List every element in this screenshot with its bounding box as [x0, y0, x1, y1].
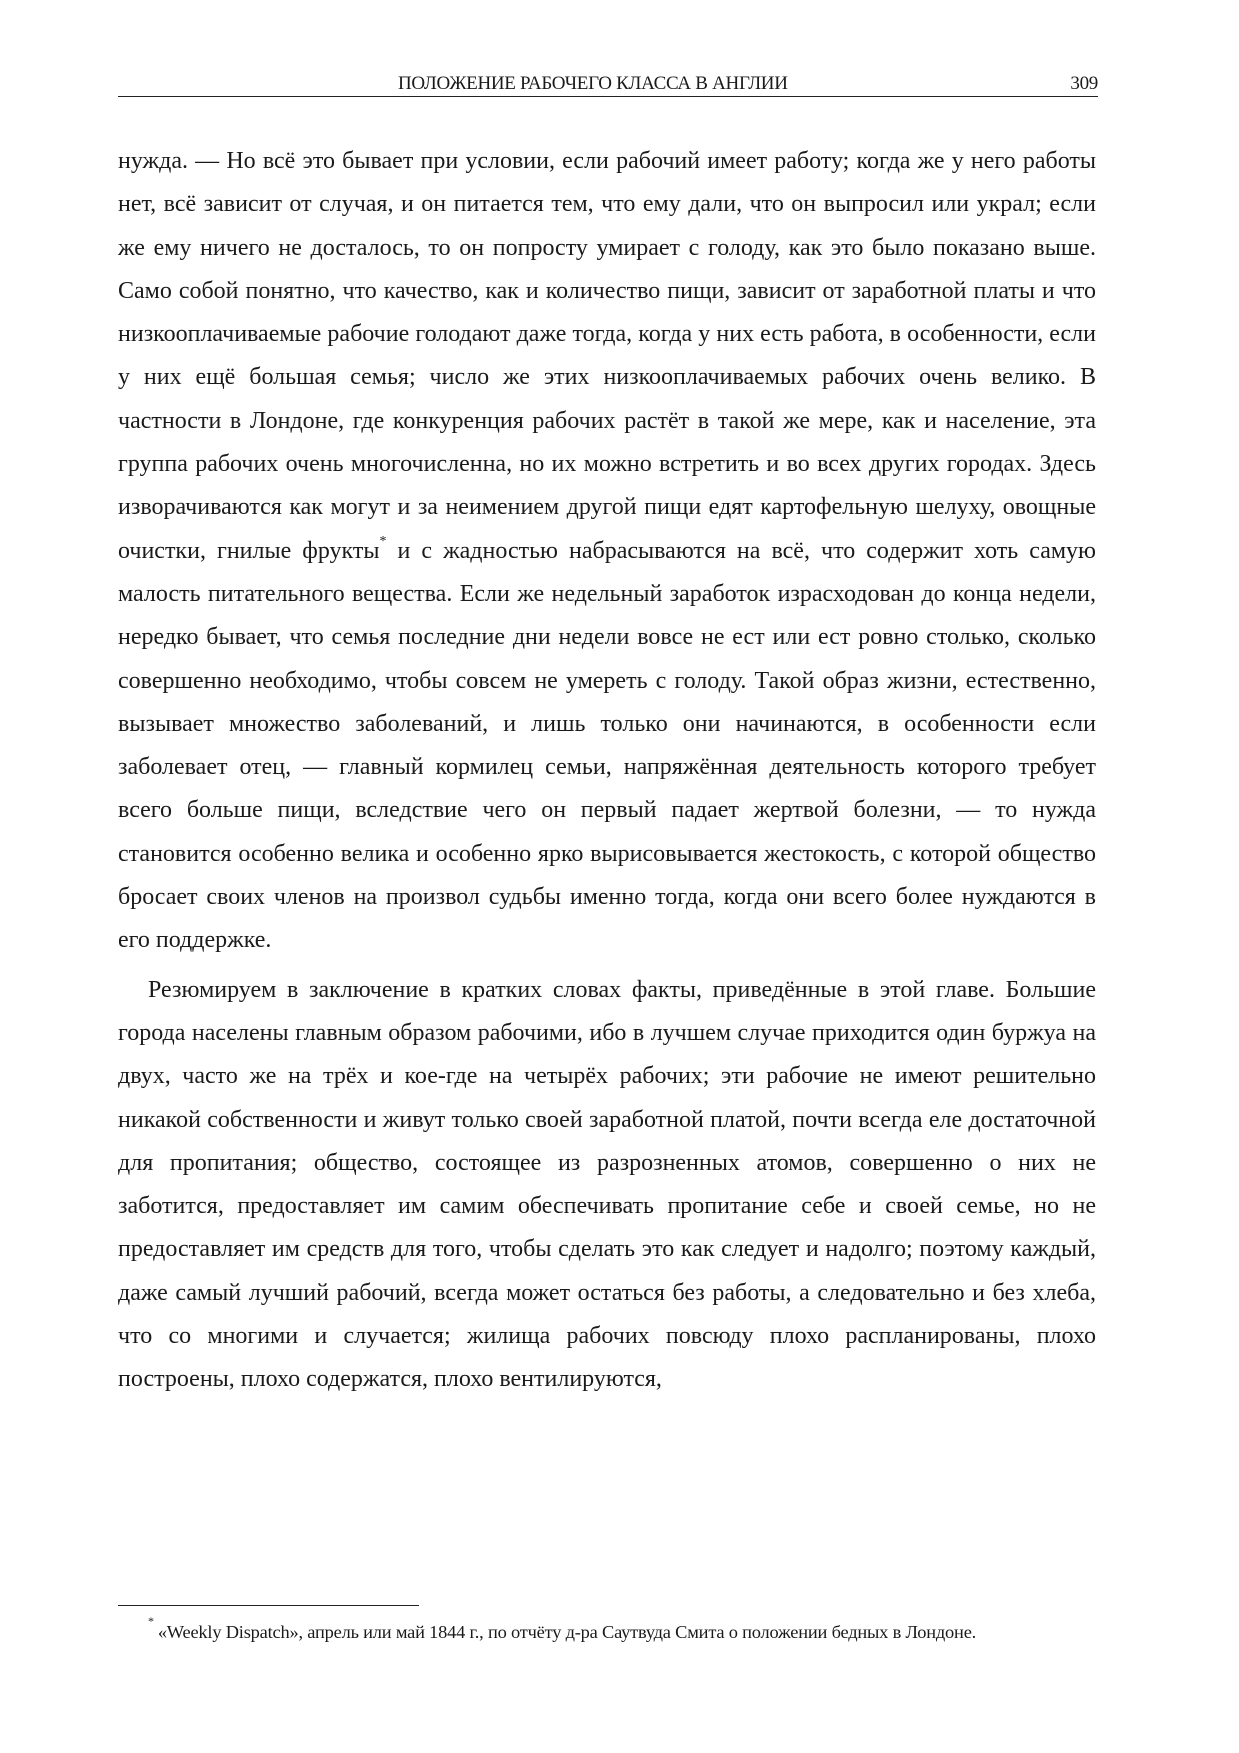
footnote-separator — [118, 1605, 419, 1606]
footnote-text: «Weekly Dispatch», апрель или май 1844 г., по отчёту д-ра Саутвуда Смита о положении бедных в Лондоне. — [157, 1622, 977, 1643]
paragraph-1-part-1: нужда. — Но всё это бывает при условии, если рабочий имеет работу; когда же у него работы нет, всё зависит от случая, и он питается тем, что ему дали, что он выпросил или украл; если же ему ничего не досталось, то он попросту умирает с голоду, как это было показано выше. Само собой понятно, что качество, как и количество пищи, зависит от заработной платы и что низкооплачиваемые рабочие голодают даже тогда, когда у них есть работа, в особенности, если у них ещё большая семья; число же этих низкооплачиваемых рабочих очень велико. В частности в Лондоне, где конкуренция рабочих растёт в такой же мере, как и население, эта группа рабочих очень многочисленна, но их можно встретить и во всех других городах. Здесь изворачиваются как могут и за неимением другой пищи едят картофельную шелуху, овощные очистки, гнилые фрукты — [118, 148, 1096, 564]
paragraph-2: Резюмируем в заключение в кратких словах факты, приведённые в этой главе. Большие города населены главным образом рабочими, ибо в лучшем случае приходится один буржуа на двух, часто же на трёх и кое-где на четырёх рабочих; эти рабочие не имеют решительно никакой собственности и живут только своей заработной платой, почти всегда еле достаточной для пропитания; общество, состоящее из разрозненных атомов, совершенно о них не заботится, предоставляет им самим обеспечивать пропитание себе и своей семье, но не предоставляет им средств для того, чтобы сделать это как следует и надолго; поэтому каждый, даже самый лучший рабочий, всегда может остаться без работы, а следовательно и без хлеба, что со многими и случается; жилища рабочих повсюду плохо распланированы, плохо построены, плохо содержатся, плохо вентилируются, — [118, 976, 1096, 1393]
paragraph-1 — [118, 140, 1096, 963]
body-text — [118, 140, 1096, 1402]
paragraph-1-part-2: и с жадностью набрасываются на всё, что содержит хоть самую малость питательного вещества. Если же недельный заработок израсходован до конца недели, нередко бывает, что семья последние дни недели вовсе не ест или ест ровно столько, сколько совершенно необходимо, чтобы совсем не умереть с голоду. Такой образ жизни, естественно, вызывает множество заболеваний, и лишь только они начинаются, в особенности если заболевает отец, — главный кормилец семьи, напряжённая деятельность которого требует всего больше пищи, вследствие чего он первый падает жертвой болезни, — то нужда становится особенно велика и особенно ярко вырисовывается жестокость, с которой общество бросает своих членов на произвол судьбы именно тогда, когда они всего более нуждаются в его поддержке. — [118, 537, 1096, 954]
footnote-mark: * — [148, 1614, 154, 1628]
running-title: ПОЛОЖЕНИЕ РАБОЧЕГО КЛАССА В АНГЛИИ — [398, 73, 788, 94]
running-header — [118, 70, 1098, 97]
footnote — [148, 1614, 1108, 1645]
footnote-reference[interactable]: * — [379, 533, 387, 549]
page-number: 309 — [1070, 73, 1098, 94]
